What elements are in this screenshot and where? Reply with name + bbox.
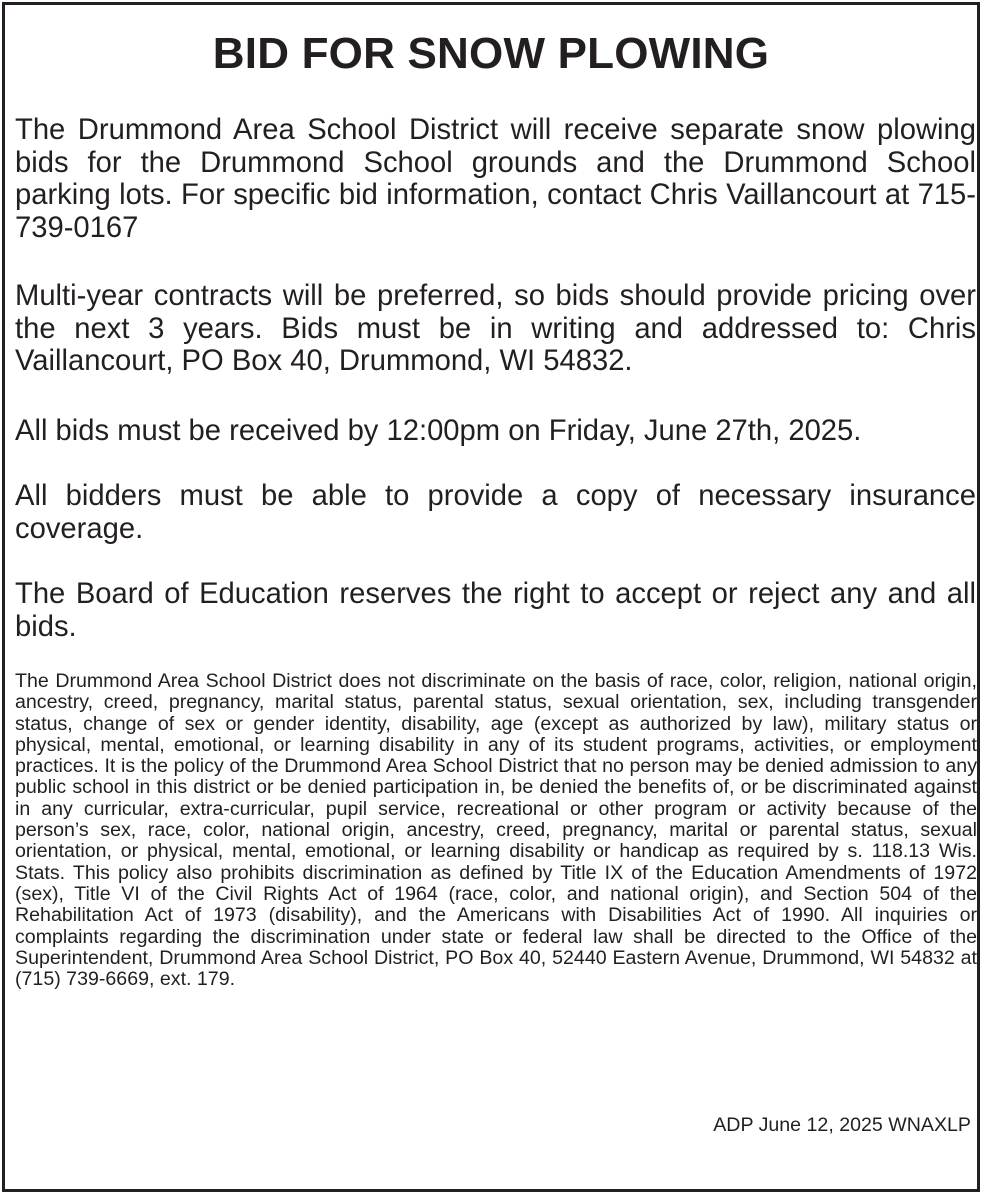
legal-notice: [2, 2, 980, 1192]
publication-footer: ADP June 12, 2025 WNAXLP: [713, 1114, 971, 1136]
paragraph-bid-info: The Drummond Area School District will receive separate snow plowing bids for the Drummond School grounds and the Drummond School parking lots. For specific bid information, contact Chris Vaillancourt at 715-739-0167: [15, 114, 976, 244]
notice-title: BID FOR SNOW PLOWING: [212, 29, 770, 78]
paragraph-board-rights: The Board of Education reserves the right to accept or reject any and all bids.: [15, 578, 976, 643]
paragraph-deadline: All bids must be received by 12:00pm on Friday, June 27th, 2025.: [15, 415, 862, 447]
paragraph-insurance: All bidders must be able to provide a copy of necessary insurance coverage.: [15, 480, 976, 545]
nondiscrimination-statement: The Drummond Area School District does not discriminate on the basis of race, color, religion, national origin, ancestry, creed, pregnancy, marital status, parental status, sexual orientation, sex, including transgender status, change of sex or gender identity, disability, age (except as authorized by law), military status or physical, mental, emotional, or learning disability in any of its student programs, activities, or employment practices. It is the policy of the Drummond Area School District that no person may be denied admission to any public school in this district or be denied participation in, be denied the benefits of, or be discriminated against in any curricular, extra-curricular, pupil service, recreational or other program or activity because of the person’s sex, race, color, national origin, ancestry, creed, pregnancy, marital or parental status, sexual orientation, or physical, mental, emotional, or learning disability or handicap as required by s. 118.13 Wis. Stats. This policy also prohibits discrimination as defined by Title IX of the Education Amendments of 1972 (sex), Title VI of the Civil Rights Act of 1964 (race, color, and national origin), and Section 504 of the Rehabilitation Act of 1973 (disability), and the Americans with Disabilities Act of 1990. All inquiries or complaints regarding the discrimination under state or federal law shall be directed to the Office of the Superintendent, Drummond Area School District, PO Box 40, 52440 Eastern Avenue, Drummond, WI 54832 at (715) 739-6669, ext. 179.: [15, 670, 977, 991]
paragraph-multi-year: Multi-year contracts will be preferred, so bids should provide pricing over the next 3 years. Bids must be in writing and addressed to: Chris Vaillancourt, PO Box 40, Drummond, WI 54832.: [15, 280, 976, 377]
